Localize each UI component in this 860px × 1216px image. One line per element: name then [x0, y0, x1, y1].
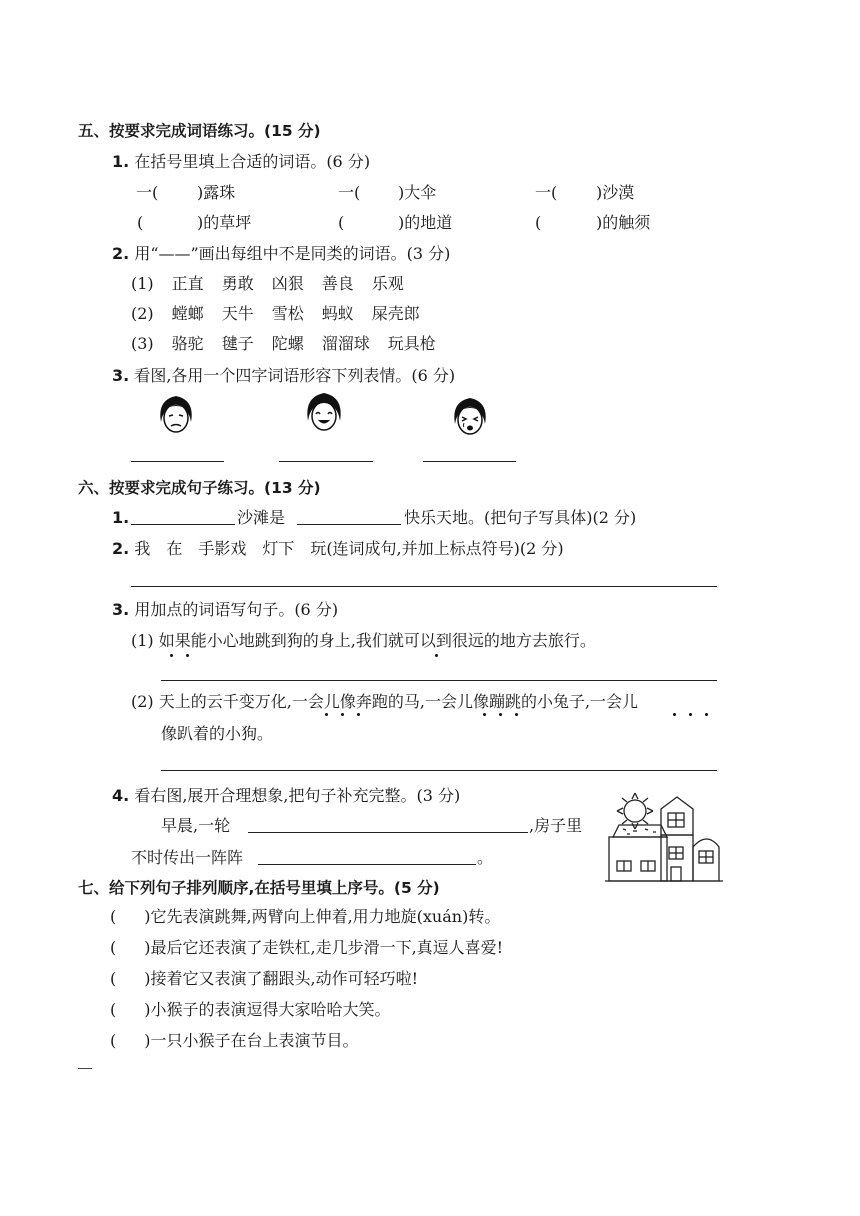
group-word: 雪松: [271, 304, 304, 323]
emphasis-dot: [435, 654, 438, 657]
fill-a3-word: )沙漠: [596, 183, 635, 202]
group-word: 陀螺: [271, 334, 304, 353]
q6-3-s2-line1: 天上的云千变万化,一会儿像奔跑的马,一会儿像蹦跳的小兔子,一会儿: [158, 692, 639, 711]
q6-3-s2-answer-line[interactable]: [161, 770, 717, 771]
q6-4-blank-a[interactable]: [248, 832, 528, 833]
q6-1-blank-a[interactable]: [131, 524, 235, 525]
group-3-label: (3): [131, 334, 154, 353]
emphasis-dot: [499, 713, 502, 716]
group-word: 勇敢: [221, 274, 254, 293]
group-word: 善良: [321, 274, 354, 293]
q6-4-number: 4.: [112, 786, 130, 805]
group-2-label: (2): [131, 304, 154, 323]
emphasis-dot: [357, 713, 360, 716]
fill-b1-word: )的草坪: [197, 213, 252, 232]
group-word: 正直: [171, 274, 204, 293]
q6-1-blank-b[interactable]: [297, 524, 401, 525]
q6-1-number: 1.: [112, 508, 130, 527]
emphasis-dot: [689, 713, 692, 716]
q6-3-s1: [131, 631, 596, 651]
q6-4-blank-b[interactable]: [258, 864, 476, 865]
sad-face-icon: [155, 392, 197, 436]
q6-3-text: 用加点的词语写句子。(6 分): [134, 600, 339, 619]
group-word: 乐观: [371, 274, 404, 293]
group-2: [131, 304, 438, 324]
sun-and-house-icon: [605, 787, 723, 885]
q6-3-number: 3.: [112, 600, 130, 619]
q6-4-part1: 早晨,一轮: [161, 816, 231, 835]
page-mark: [78, 1068, 92, 1069]
emphasis-dot: [170, 654, 173, 657]
fill-b2-open: (: [338, 213, 345, 232]
section-7-title: 七、给下列句子排列顺序,在括号里填上序号。(5 分): [78, 879, 440, 897]
q6-1-mid: 沙滩是: [237, 508, 286, 527]
q5-2-number: 2.: [112, 244, 130, 263]
fill-a2-open: 一(: [338, 183, 361, 202]
q6-3-s1-text: 如果能小心地跳到狗的身上,我们就可以到很远的地方去旅行。: [158, 631, 596, 650]
q5-3-number: 3.: [112, 366, 130, 385]
order-paren[interactable]: (: [110, 938, 117, 957]
q6-4-text: 看右图,展开合理想象,把句子补充完整。(3 分): [134, 786, 461, 805]
group-3: [131, 334, 454, 354]
q5-2: [112, 244, 450, 264]
fill-a3-open: 一(: [535, 183, 558, 202]
group-word: 溜溜球: [321, 334, 370, 353]
section-6-title: 六、按要求完成句子练习。(13 分): [78, 479, 321, 497]
fill-a1-open: 一(: [136, 183, 159, 202]
group-word: 屎壳郎: [371, 304, 420, 323]
order-sentence: )它先表演跳舞,两臂向上伸着,用力地旋(xuán)转。: [144, 907, 501, 926]
fill-b3-open: (: [535, 213, 542, 232]
order-item: [110, 907, 500, 927]
group-1-label: (1): [131, 274, 154, 293]
q6-3-s1-answer-line[interactable]: [161, 680, 717, 681]
q6-4-part2: ,房子里: [529, 816, 583, 835]
emphasis-dot: [341, 713, 344, 716]
q5-3-text: 看图,各用一个四字词语形容下列表情。(6 分): [134, 366, 456, 385]
q6-3-s1-label: (1): [131, 631, 154, 650]
order-paren[interactable]: (: [110, 907, 117, 926]
emphasis-dot: [483, 713, 486, 716]
emphasis-dot: [705, 713, 708, 716]
fill-b2-word: )的地道: [398, 213, 453, 232]
fill-a2-word: )大伞: [398, 183, 437, 202]
emphasis-dot: [673, 713, 676, 716]
crying-face-icon: [449, 394, 491, 438]
face-3-blank[interactable]: [423, 461, 516, 462]
order-sentence: )一只小猴子在台上表演节目。: [144, 1031, 359, 1050]
group-word: 凶狠: [271, 274, 304, 293]
order-item: [110, 969, 418, 989]
order-item: [110, 1000, 391, 1020]
group-word: 蚂蚁: [321, 304, 354, 323]
order-item: [110, 1031, 359, 1051]
q5-3: [112, 366, 455, 386]
group-1: [131, 274, 422, 294]
order-paren[interactable]: (: [110, 1000, 117, 1019]
order-sentence: )小猴子的表演逗得大家哈哈大笑。: [144, 1000, 391, 1019]
q5-1-number: 1.: [112, 152, 130, 171]
q6-4-part4: 。: [477, 848, 494, 867]
q5-2-text: 用“——”画出每组中不是同类的词语。(3 分): [134, 244, 451, 263]
emphasis-dot: [325, 713, 328, 716]
q6-2: [112, 539, 564, 559]
group-word: 毽子: [221, 334, 254, 353]
order-paren[interactable]: (: [110, 969, 117, 988]
q6-4: [112, 786, 460, 806]
section-5-title: 五、按要求完成词语练习。(15 分): [78, 122, 321, 140]
q6-3-s2: [131, 692, 638, 712]
q6-4-part3: 不时传出一阵阵: [131, 848, 244, 867]
order-paren[interactable]: (: [110, 1031, 117, 1050]
face-1-blank[interactable]: [131, 461, 224, 462]
emphasis-dot: [186, 654, 189, 657]
group-word: 天牛: [221, 304, 254, 323]
order-sentence: )接着它又表演了翻跟头,动作可轻巧啦!: [144, 969, 419, 988]
fill-a1-word: )露珠: [197, 183, 236, 202]
q5-1-text: 在括号里填上合适的词语。(6 分): [134, 152, 371, 171]
smiling-face-icon: [302, 389, 346, 435]
fill-b3-word: )的触须: [596, 213, 651, 232]
order-sentence: )最后它还表演了走铁杠,走几步滑一下,真逗人喜爱!: [144, 938, 504, 957]
q6-3-s2-line2: 像趴着的小狗。: [161, 724, 274, 743]
q6-2-answer-line[interactable]: [131, 586, 717, 587]
face-2-blank[interactable]: [279, 461, 373, 462]
emphasis-dot: [515, 713, 518, 716]
group-word: 玩具枪: [387, 334, 436, 353]
q6-1-end: 快乐天地。(把句子写具体)(2 分): [404, 508, 637, 527]
q5-1: [112, 152, 370, 172]
group-word: 螳螂: [171, 304, 204, 323]
group-word: 骆驼: [171, 334, 204, 353]
order-item: [110, 938, 503, 958]
fill-b1-open: (: [137, 213, 144, 232]
q6-3: [112, 600, 338, 620]
q6-2-text: 我 在 手影戏 灯下 玩(连词成句,并加上标点符号)(2 分): [134, 539, 564, 558]
q6-2-number: 2.: [112, 539, 130, 558]
q6-3-s2-label: (2): [131, 692, 154, 711]
